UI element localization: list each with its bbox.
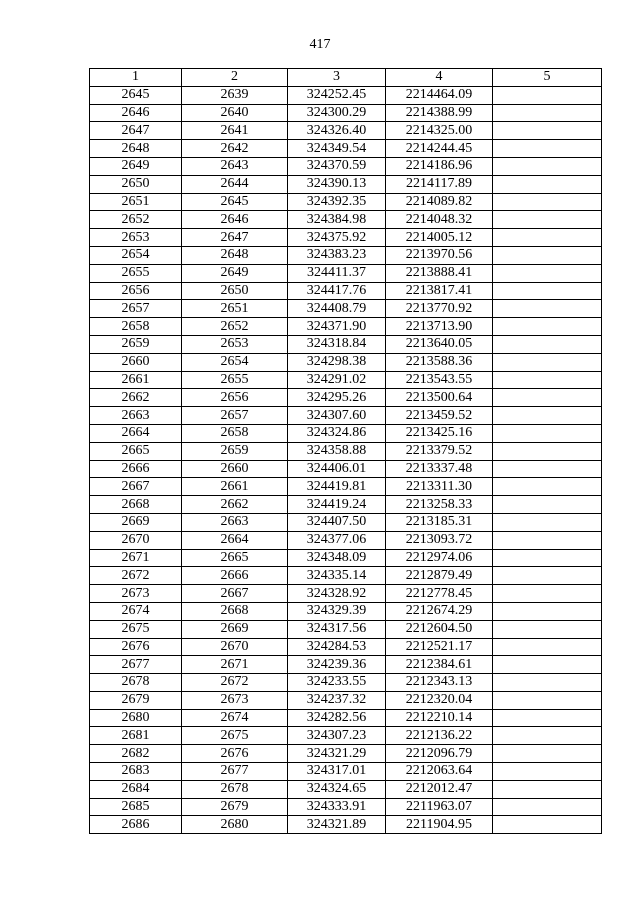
table-cell-col-5 <box>493 567 602 585</box>
table-cell-col-4: 2213337.48 <box>386 460 493 478</box>
table-cell-col-4: 2214388.99 <box>386 104 493 122</box>
table-row <box>90 211 602 229</box>
table-cell-col-2: 2672 <box>182 674 288 692</box>
table-cell-col-5 <box>493 478 602 496</box>
table-cell-col-5 <box>493 763 602 781</box>
table-cell-col-4: 2212343.13 <box>386 674 493 692</box>
table-cell-col-3: 324377.06 <box>288 531 386 549</box>
table-row <box>90 407 602 425</box>
table-cell-col-2: 2668 <box>182 602 288 620</box>
table-cell-col-1: 2648 <box>90 140 182 158</box>
table-cell-col-3: 324407.50 <box>288 513 386 531</box>
table-cell-col-5 <box>493 371 602 389</box>
table-cell-col-2: 2649 <box>182 264 288 282</box>
table-cell-col-5 <box>493 798 602 816</box>
table-cell-col-5 <box>493 246 602 264</box>
table-cell-col-4: 2213093.72 <box>386 531 493 549</box>
table-cell-col-1: 2670 <box>90 531 182 549</box>
table-cell-col-2: 2652 <box>182 318 288 336</box>
table-row <box>90 567 602 585</box>
table-cell-col-3: 324324.65 <box>288 780 386 798</box>
table-row <box>90 424 602 442</box>
table-cell-col-2: 2646 <box>182 211 288 229</box>
table-cell-col-4: 2213713.90 <box>386 318 493 336</box>
table-cell-col-5 <box>493 442 602 460</box>
table-cell-col-4: 2212604.50 <box>386 620 493 638</box>
table-cell-col-5 <box>493 656 602 674</box>
coordinate-table <box>89 68 602 834</box>
table-cell-col-1: 2676 <box>90 638 182 656</box>
table-cell-col-5 <box>493 211 602 229</box>
table-row <box>90 531 602 549</box>
table-row <box>90 602 602 620</box>
table-cell-col-5 <box>493 407 602 425</box>
table-cell-col-2: 2644 <box>182 175 288 193</box>
table-cell-col-3: 324321.29 <box>288 745 386 763</box>
table-row <box>90 460 602 478</box>
table-cell-col-2: 2654 <box>182 353 288 371</box>
table-row <box>90 620 602 638</box>
table-cell-col-1: 2664 <box>90 424 182 442</box>
table-row <box>90 104 602 122</box>
table-cell-col-2: 2657 <box>182 407 288 425</box>
table-body <box>90 86 602 833</box>
table-row <box>90 122 602 140</box>
table-cell-col-4: 2212384.61 <box>386 656 493 674</box>
table-cell-col-2: 2670 <box>182 638 288 656</box>
table-cell-col-4: 2212521.17 <box>386 638 493 656</box>
table-cell-col-4: 2212879.49 <box>386 567 493 585</box>
table-cell-col-3: 324252.45 <box>288 86 386 104</box>
table-cell-col-5 <box>493 104 602 122</box>
table-cell-col-1: 2657 <box>90 300 182 318</box>
table-row <box>90 727 602 745</box>
table-cell-col-3: 324390.13 <box>288 175 386 193</box>
table-cell-col-3: 324408.79 <box>288 300 386 318</box>
table-cell-col-3: 324317.01 <box>288 763 386 781</box>
table-cell-col-3: 324383.23 <box>288 246 386 264</box>
table-cell-col-3: 324291.02 <box>288 371 386 389</box>
column-header-3: 3 <box>288 69 386 87</box>
table-cell-col-3: 324411.37 <box>288 264 386 282</box>
table-cell-col-3: 324406.01 <box>288 460 386 478</box>
table-cell-col-2: 2667 <box>182 585 288 603</box>
table-cell-col-2: 2678 <box>182 780 288 798</box>
table-cell-col-5 <box>493 282 602 300</box>
table-cell-col-5 <box>493 86 602 104</box>
table-cell-col-1: 2662 <box>90 389 182 407</box>
table-cell-col-4: 2213500.64 <box>386 389 493 407</box>
table-cell-col-1: 2665 <box>90 442 182 460</box>
table-cell-col-5 <box>493 691 602 709</box>
table-cell-col-5 <box>493 602 602 620</box>
table-row <box>90 513 602 531</box>
column-header-1: 1 <box>90 69 182 87</box>
table-cell-col-5 <box>493 193 602 211</box>
table-row <box>90 745 602 763</box>
table-row <box>90 157 602 175</box>
table-cell-col-3: 324375.92 <box>288 229 386 247</box>
table-cell-col-4: 2213185.31 <box>386 513 493 531</box>
table-cell-col-1: 2647 <box>90 122 182 140</box>
table-cell-col-1: 2658 <box>90 318 182 336</box>
table-cell-col-5 <box>493 620 602 638</box>
column-header-4: 4 <box>386 69 493 87</box>
table-cell-col-5 <box>493 816 602 834</box>
table-cell-col-5 <box>493 585 602 603</box>
table-row <box>90 300 602 318</box>
table-cell-col-2: 2650 <box>182 282 288 300</box>
table-cell-col-2: 2673 <box>182 691 288 709</box>
table-cell-col-1: 2671 <box>90 549 182 567</box>
table-cell-col-5 <box>493 140 602 158</box>
table-cell-col-2: 2659 <box>182 442 288 460</box>
table-cell-col-5 <box>493 122 602 140</box>
table-row <box>90 780 602 798</box>
table-cell-col-1: 2661 <box>90 371 182 389</box>
table-cell-col-4: 2213459.52 <box>386 407 493 425</box>
table-row <box>90 691 602 709</box>
table-cell-col-3: 324349.54 <box>288 140 386 158</box>
table-row <box>90 335 602 353</box>
table-cell-col-3: 324317.56 <box>288 620 386 638</box>
table-cell-col-4: 2212210.14 <box>386 709 493 727</box>
table-cell-col-3: 324300.29 <box>288 104 386 122</box>
table-cell-col-4: 2214325.00 <box>386 122 493 140</box>
table-cell-col-1: 2681 <box>90 727 182 745</box>
table-cell-col-4: 2213817.41 <box>386 282 493 300</box>
table-cell-col-1: 2656 <box>90 282 182 300</box>
table-cell-col-2: 2642 <box>182 140 288 158</box>
table-row <box>90 585 602 603</box>
table-cell-col-3: 324318.84 <box>288 335 386 353</box>
table-cell-col-4: 2213543.55 <box>386 371 493 389</box>
table-cell-col-4: 2213311.30 <box>386 478 493 496</box>
table-row <box>90 229 602 247</box>
table-cell-col-3: 324326.40 <box>288 122 386 140</box>
table-cell-col-2: 2658 <box>182 424 288 442</box>
table-cell-col-1: 2669 <box>90 513 182 531</box>
table-cell-col-5 <box>493 389 602 407</box>
table-cell-col-5 <box>493 300 602 318</box>
table-cell-col-3: 324335.14 <box>288 567 386 585</box>
table-cell-col-2: 2643 <box>182 157 288 175</box>
table-cell-col-5 <box>493 175 602 193</box>
table-cell-col-5 <box>493 638 602 656</box>
table-cell-col-3: 324284.53 <box>288 638 386 656</box>
table-cell-col-1: 2650 <box>90 175 182 193</box>
table-cell-col-3: 324358.88 <box>288 442 386 460</box>
table-cell-col-2: 2665 <box>182 549 288 567</box>
table-cell-col-4: 2212096.79 <box>386 745 493 763</box>
table-cell-col-2: 2664 <box>182 531 288 549</box>
table-cell-col-2: 2679 <box>182 798 288 816</box>
table-row <box>90 763 602 781</box>
table-cell-col-1: 2683 <box>90 763 182 781</box>
table-cell-col-2: 2674 <box>182 709 288 727</box>
table-cell-col-4: 2213588.36 <box>386 353 493 371</box>
table-cell-col-4: 2212136.22 <box>386 727 493 745</box>
table-cell-col-1: 2672 <box>90 567 182 585</box>
table-cell-col-3: 324233.55 <box>288 674 386 692</box>
table-cell-col-2: 2676 <box>182 745 288 763</box>
table-cell-col-4: 2214005.12 <box>386 229 493 247</box>
page-number: 417 <box>309 37 331 52</box>
table-cell-col-5 <box>493 727 602 745</box>
table-cell-col-3: 324370.59 <box>288 157 386 175</box>
table-cell-col-3: 324307.23 <box>288 727 386 745</box>
table-cell-col-4: 2213970.56 <box>386 246 493 264</box>
table-row <box>90 86 602 104</box>
table-cell-col-1: 2652 <box>90 211 182 229</box>
table-cell-col-2: 2655 <box>182 371 288 389</box>
table-cell-col-4: 2214244.45 <box>386 140 493 158</box>
table-row <box>90 798 602 816</box>
table-cell-col-1: 2682 <box>90 745 182 763</box>
table-cell-col-3: 324237.32 <box>288 691 386 709</box>
table-cell-col-3: 324307.60 <box>288 407 386 425</box>
column-header-2: 2 <box>182 69 288 87</box>
table-cell-col-4: 2212012.47 <box>386 780 493 798</box>
table-row <box>90 175 602 193</box>
table-row <box>90 674 602 692</box>
table-row <box>90 371 602 389</box>
table-cell-col-4: 2214089.82 <box>386 193 493 211</box>
table-cell-col-4: 2214048.32 <box>386 211 493 229</box>
table-cell-col-3: 324371.90 <box>288 318 386 336</box>
table-cell-col-4: 2212063.64 <box>386 763 493 781</box>
table-cell-col-3: 324295.26 <box>288 389 386 407</box>
table-cell-col-5 <box>493 424 602 442</box>
table-cell-col-1: 2645 <box>90 86 182 104</box>
table-cell-col-5 <box>493 229 602 247</box>
table-cell-col-1: 2649 <box>90 157 182 175</box>
table-row <box>90 193 602 211</box>
table-row <box>90 264 602 282</box>
table-cell-col-3: 324348.09 <box>288 549 386 567</box>
table-row <box>90 478 602 496</box>
table-cell-col-4: 2212320.04 <box>386 691 493 709</box>
table-cell-col-1: 2686 <box>90 816 182 834</box>
table-cell-col-5 <box>493 353 602 371</box>
table-cell-col-3: 324419.81 <box>288 478 386 496</box>
table-cell-col-2: 2663 <box>182 513 288 531</box>
table-cell-col-2: 2677 <box>182 763 288 781</box>
table-row <box>90 816 602 834</box>
table-cell-col-1: 2660 <box>90 353 182 371</box>
table-header <box>90 69 602 87</box>
table-cell-col-3: 324384.98 <box>288 211 386 229</box>
table-cell-col-2: 2661 <box>182 478 288 496</box>
table-cell-col-2: 2666 <box>182 567 288 585</box>
table-cell-col-4: 2213888.41 <box>386 264 493 282</box>
table-row <box>90 709 602 727</box>
table-cell-col-3: 324329.39 <box>288 602 386 620</box>
table-cell-col-2: 2651 <box>182 300 288 318</box>
table-cell-col-4: 2213640.05 <box>386 335 493 353</box>
table-cell-col-2: 2660 <box>182 460 288 478</box>
table-cell-col-1: 2685 <box>90 798 182 816</box>
table-cell-col-3: 324282.56 <box>288 709 386 727</box>
table-cell-col-5 <box>493 460 602 478</box>
table-cell-col-3: 324328.92 <box>288 585 386 603</box>
table-cell-col-1: 2655 <box>90 264 182 282</box>
table-cell-col-2: 2640 <box>182 104 288 122</box>
table-cell-col-1: 2667 <box>90 478 182 496</box>
table-cell-col-1: 2679 <box>90 691 182 709</box>
table-row <box>90 389 602 407</box>
table-cell-col-5 <box>493 513 602 531</box>
table-cell-col-2: 2653 <box>182 335 288 353</box>
table-cell-col-1: 2646 <box>90 104 182 122</box>
table-cell-col-5 <box>493 496 602 514</box>
table-row <box>90 353 602 371</box>
table-cell-col-2: 2647 <box>182 229 288 247</box>
table-cell-col-1: 2673 <box>90 585 182 603</box>
table-cell-col-3: 324239.36 <box>288 656 386 674</box>
table-cell-col-4: 2213379.52 <box>386 442 493 460</box>
table-row <box>90 496 602 514</box>
table-row <box>90 318 602 336</box>
table-cell-col-1: 2666 <box>90 460 182 478</box>
table-cell-col-2: 2639 <box>182 86 288 104</box>
table-row <box>90 140 602 158</box>
table-row <box>90 442 602 460</box>
table-cell-col-4: 2213425.16 <box>386 424 493 442</box>
table-cell-col-4: 2214464.09 <box>386 86 493 104</box>
table-cell-col-1: 2677 <box>90 656 182 674</box>
table-cell-col-5 <box>493 745 602 763</box>
table-cell-col-2: 2680 <box>182 816 288 834</box>
table-cell-col-3: 324392.35 <box>288 193 386 211</box>
table-cell-col-1: 2675 <box>90 620 182 638</box>
table-cell-col-1: 2663 <box>90 407 182 425</box>
table-cell-col-3: 324298.38 <box>288 353 386 371</box>
table-cell-col-2: 2671 <box>182 656 288 674</box>
table-row <box>90 282 602 300</box>
table-cell-col-5 <box>493 709 602 727</box>
header-row <box>90 69 602 87</box>
table-cell-col-2: 2662 <box>182 496 288 514</box>
table-cell-col-5 <box>493 318 602 336</box>
table-cell-col-4: 2211904.95 <box>386 816 493 834</box>
table-cell-col-2: 2656 <box>182 389 288 407</box>
table-cell-col-5 <box>493 549 602 567</box>
table-cell-col-4: 2212674.29 <box>386 602 493 620</box>
table-cell-col-2: 2669 <box>182 620 288 638</box>
table-cell-col-5 <box>493 157 602 175</box>
table-row <box>90 656 602 674</box>
table-cell-col-3: 324417.76 <box>288 282 386 300</box>
table-cell-col-1: 2651 <box>90 193 182 211</box>
table-cell-col-5 <box>493 264 602 282</box>
table-cell-col-1: 2674 <box>90 602 182 620</box>
table-cell-col-2: 2641 <box>182 122 288 140</box>
table-cell-col-3: 324324.86 <box>288 424 386 442</box>
table-cell-col-2: 2645 <box>182 193 288 211</box>
table-cell-col-4: 2213258.33 <box>386 496 493 514</box>
table-cell-col-2: 2648 <box>182 246 288 264</box>
table-cell-col-1: 2659 <box>90 335 182 353</box>
table-cell-col-4: 2212778.45 <box>386 585 493 603</box>
column-header-5: 5 <box>493 69 602 87</box>
table-cell-col-1: 2680 <box>90 709 182 727</box>
table-cell-col-3: 324419.24 <box>288 496 386 514</box>
table-row <box>90 246 602 264</box>
table-cell-col-4: 2213770.92 <box>386 300 493 318</box>
table-cell-col-1: 2684 <box>90 780 182 798</box>
table-cell-col-4: 2214186.96 <box>386 157 493 175</box>
table-cell-col-3: 324333.91 <box>288 798 386 816</box>
table-cell-col-5 <box>493 674 602 692</box>
table-cell-col-5 <box>493 531 602 549</box>
table-cell-col-4: 2212974.06 <box>386 549 493 567</box>
table-cell-col-2: 2675 <box>182 727 288 745</box>
table-cell-col-3: 324321.89 <box>288 816 386 834</box>
table-cell-col-5 <box>493 335 602 353</box>
table-row <box>90 549 602 567</box>
table-cell-col-4: 2214117.89 <box>386 175 493 193</box>
table-cell-col-5 <box>493 780 602 798</box>
table-row <box>90 638 602 656</box>
table-cell-col-1: 2653 <box>90 229 182 247</box>
table-cell-col-1: 2654 <box>90 246 182 264</box>
table-cell-col-1: 2668 <box>90 496 182 514</box>
table-cell-col-1: 2678 <box>90 674 182 692</box>
table-cell-col-4: 2211963.07 <box>386 798 493 816</box>
